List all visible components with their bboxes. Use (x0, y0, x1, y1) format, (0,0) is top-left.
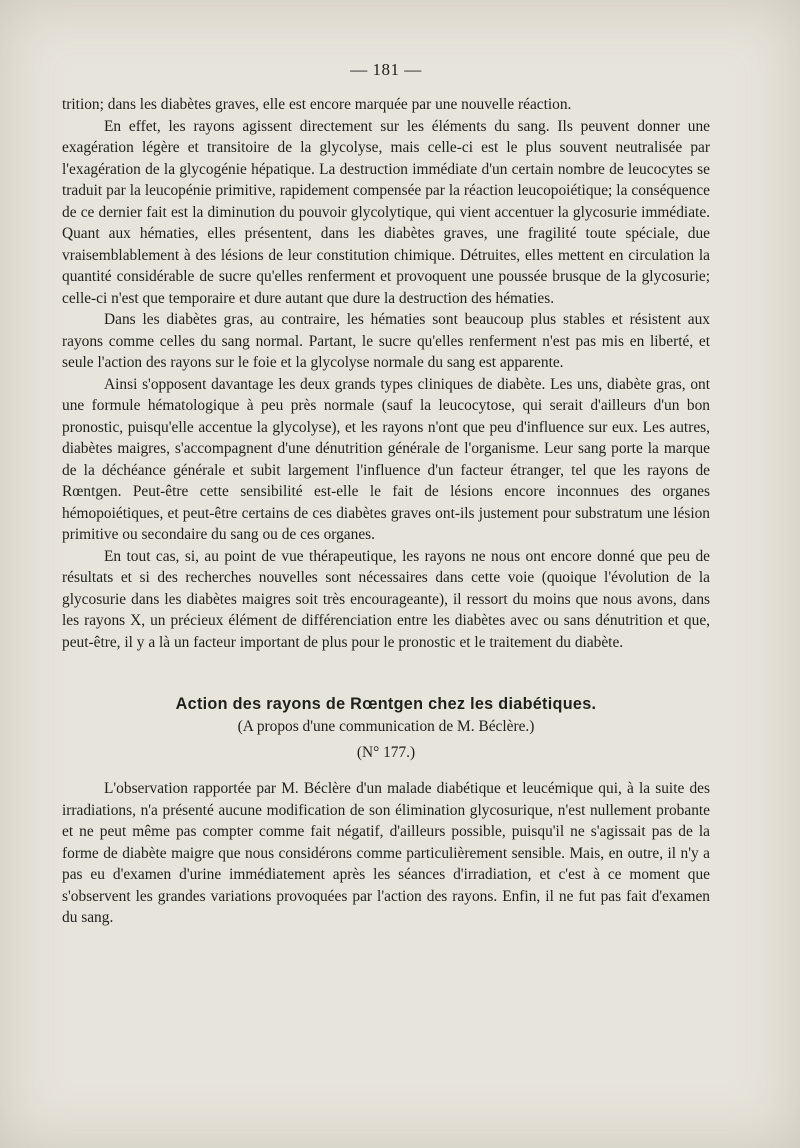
document-page (62, 60, 710, 929)
paragraph: Ainsi s'opposent davantage les deux grands types cliniques de diabète. Les uns, diabète gras, ont une formule hématologique à peu près normale (sauf la leucocytose, qui serait d'ailleurs d'un bon pronostic, puisqu'elle accentue la glycolyse), et les rayons n'ont que peu d'influence sur eux. Les autres, diabètes maigres, s'accompagnent d'une dénutrition générale de l'organisme. Leur sang porte la marque de la déchéance générale et subit largement l'influence d'un facteur étranger, tel que les rayons de Rœntgen. Peut-être cette sensibilité est-elle le fait de lésions encore inconnues des organes hémopoiétiques, et peut-être certains de ces diabètes graves ont-ils justement pour substratum une lésion primitive ou secondaire du sang ou de ces organes. (62, 375, 710, 543)
paragraph: En tout cas, si, au point de vue thérapeutique, les rayons ne nous ont encore donné que peu de résultats et si des recherches nouvelles sont nécessaires dans cette voie (quoique l'évolution de la glycosurie dans les diabètes maigres soit très encourageante), il ressort du moins que nous avons, dans les rayons X, un précieux élément de différenciation entre les diabètes avec ou sans dénutrition et que, peut-être, il y a là un facteur important de plus pour le pronostic et le traitement du diabète. (62, 547, 710, 651)
section-subtitle: (A propos d'une communication de M. Béclère.) (237, 718, 535, 735)
paragraph: Dans les diabètes gras, au contraire, les hématies sont beaucoup plus stables et résistent aux rayons comme celles du sang normal. Partant, le sucre qu'elles renferment n'est pas mis en liberté, et seule l'action des rayons sur le foie et la glycolyse normale du sang est apparente. (62, 311, 710, 371)
section-reference: (N° 177.) (356, 744, 416, 761)
section-title: Action des rayons de Rœntgen chez les diabétiques. (175, 695, 597, 713)
page-number: — 181 — (350, 60, 422, 79)
paragraph: En effet, les rayons agissent directement sur les éléments du sang. Ils peuvent donner une exagération légère et transitoire de la glycolyse, mais celle-ci est le plus souvent neutralisée par l'exagération de la glycogénie hépatique. La destruction immédiate d'un certain nombre de leucocytes se traduit par la leucopénie primitive, rapidement compensée par la réaction leucopoiétique; la conséquence de ce dernier fait est la diminution du pouvoir glycolytique, qui vient accentuer la glycosurie immédiate. Quant aux hématies, elles présentent, dans les diabètes graves, une fragilité toute spéciale, due vraisemblablement à des lésions de leur constitution chimique. Détruites, elles mettent en circulation la quantité considérable de sucre qu'elles renferment et provoquent une poussée brusque de la glycosurie; celle-ci n'est que temporaire et dure autant que dure la destruction des hématies. (62, 117, 710, 307)
paragraph: trition; dans les diabètes graves, elle est encore marquée par une nouvelle réaction. (62, 96, 572, 113)
paragraph: L'observation rapportée par M. Béclère d'un malade diabétique et leucémique qui, à la suite des irradiations, n'a présenté aucune modification de son élimination glycosurique, n'est nullement probante et ne peut même pas compter comme fait négatif, d'ailleurs possible, puisqu'il ne s'agissait pas de la forme de diabète maigre que nous considérons comme particulièrement sensible. Mais, en outre, il n'y a pas eu d'examen d'urine immédiatement après les séances d'irradiation, et c'est à ce moment que s'observent les grandes variations provoquées par l'action des rayons. Enfin, il ne fut pas fait d'examen du sang. (62, 780, 710, 926)
